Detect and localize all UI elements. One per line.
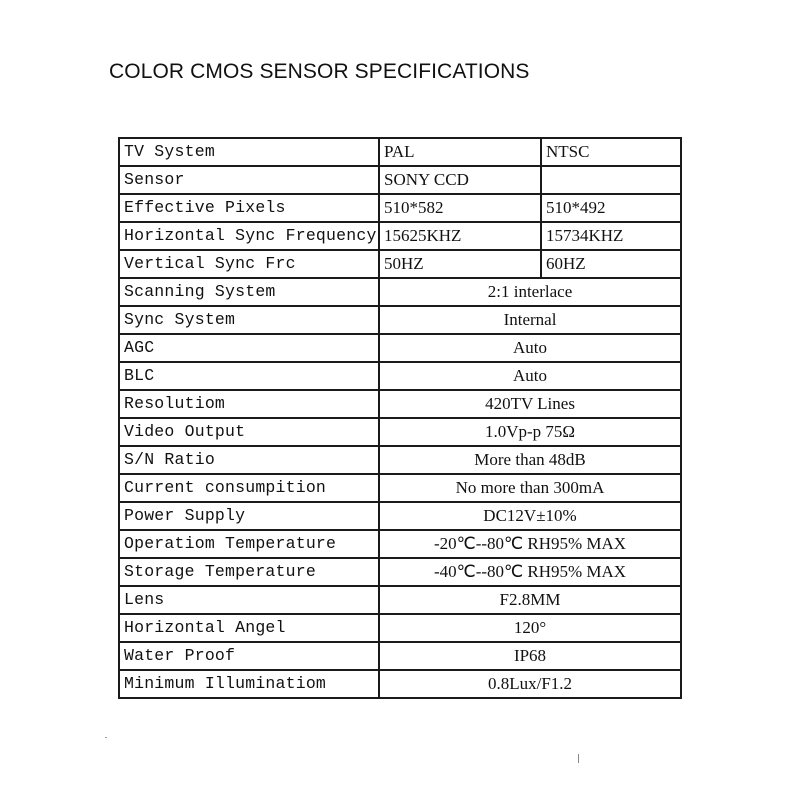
spec-value: Auto bbox=[379, 334, 681, 362]
spec-value: -40℃--80℃ RH95% MAX bbox=[379, 558, 681, 586]
spec-value: 1.0Vp-p 75Ω bbox=[379, 418, 681, 446]
spec-label: BLC bbox=[119, 362, 379, 390]
stray-dot-mark bbox=[105, 737, 107, 738]
spec-value: IP68 bbox=[379, 642, 681, 670]
spec-label: Horizontal Sync Frequency bbox=[119, 222, 379, 250]
table-row bbox=[119, 502, 681, 530]
spec-pal-value: 15625KHZ bbox=[379, 222, 541, 250]
stray-tick-mark bbox=[578, 754, 579, 763]
spec-value: No more than 300mA bbox=[379, 474, 681, 502]
spec-value: -20℃--80℃ RH95% MAX bbox=[379, 530, 681, 558]
page-title: COLOR CMOS SENSOR SPECIFICATIONS bbox=[109, 60, 530, 83]
spec-value: 120° bbox=[379, 614, 681, 642]
spec-label: S/N Ratio bbox=[119, 446, 379, 474]
spec-label: Sensor bbox=[119, 166, 379, 194]
spec-label: Operatiom Temperature bbox=[119, 530, 379, 558]
spec-value: 420TV Lines bbox=[379, 390, 681, 418]
spec-label: Water Proof bbox=[119, 642, 379, 670]
spec-table-body bbox=[119, 138, 681, 698]
spec-ntsc-value: NTSC bbox=[541, 138, 681, 166]
spec-label: Storage Temperature bbox=[119, 558, 379, 586]
spec-label: Horizontal Angel bbox=[119, 614, 379, 642]
table-row bbox=[119, 306, 681, 334]
spec-pal-value: SONY CCD bbox=[379, 166, 541, 194]
spec-label: Scanning System bbox=[119, 278, 379, 306]
table-row bbox=[119, 614, 681, 642]
table-row bbox=[119, 138, 681, 166]
spec-value: 2:1 interlace bbox=[379, 278, 681, 306]
spec-value: F2.8MM bbox=[379, 586, 681, 614]
table-row bbox=[119, 362, 681, 390]
table-row bbox=[119, 586, 681, 614]
spec-value: DC12V±10% bbox=[379, 502, 681, 530]
spec-ntsc-value: 510*492 bbox=[541, 194, 681, 222]
table-row bbox=[119, 250, 681, 278]
spec-pal-value: PAL bbox=[379, 138, 541, 166]
table-row bbox=[119, 446, 681, 474]
spec-pal-value: 510*582 bbox=[379, 194, 541, 222]
table-row bbox=[119, 474, 681, 502]
spec-label: Current consumpition bbox=[119, 474, 379, 502]
table-row bbox=[119, 166, 681, 194]
spec-label: Sync System bbox=[119, 306, 379, 334]
spec-label: Minimum Illuminatiom bbox=[119, 670, 379, 698]
spec-label: Lens bbox=[119, 586, 379, 614]
spec-value: 0.8Lux/F1.2 bbox=[379, 670, 681, 698]
spec-table bbox=[118, 137, 682, 699]
spec-ntsc-value: 15734KHZ bbox=[541, 222, 681, 250]
table-row bbox=[119, 530, 681, 558]
table-row bbox=[119, 558, 681, 586]
table-row bbox=[119, 418, 681, 446]
spec-ntsc-value bbox=[541, 166, 681, 194]
table-row bbox=[119, 278, 681, 306]
table-row bbox=[119, 222, 681, 250]
table-row bbox=[119, 194, 681, 222]
spec-label: Vertical Sync Frc bbox=[119, 250, 379, 278]
spec-value: More than 48dB bbox=[379, 446, 681, 474]
spec-label: Power Supply bbox=[119, 502, 379, 530]
table-row bbox=[119, 670, 681, 698]
spec-label: Effective Pixels bbox=[119, 194, 379, 222]
spec-ntsc-value: 60HZ bbox=[541, 250, 681, 278]
spec-value: Auto bbox=[379, 362, 681, 390]
spec-label: Resolutiom bbox=[119, 390, 379, 418]
table-row bbox=[119, 642, 681, 670]
spec-label: AGC bbox=[119, 334, 379, 362]
spec-pal-value: 50HZ bbox=[379, 250, 541, 278]
spec-label: Video Output bbox=[119, 418, 379, 446]
spec-label: TV System bbox=[119, 138, 379, 166]
spec-value: Internal bbox=[379, 306, 681, 334]
table-row bbox=[119, 334, 681, 362]
table-row bbox=[119, 390, 681, 418]
